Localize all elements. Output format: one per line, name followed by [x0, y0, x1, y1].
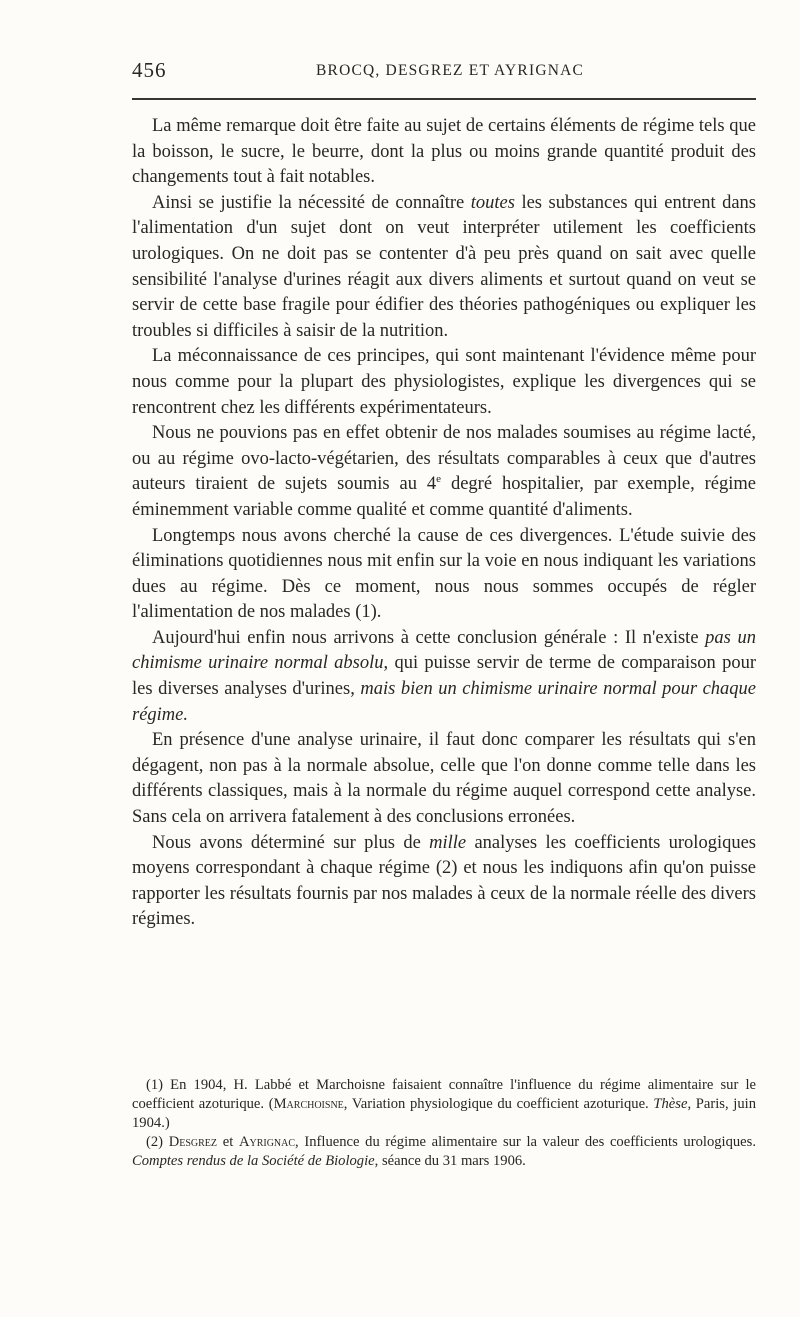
footnotes	[132, 1076, 756, 1171]
paragraph: La même remarque doit être faite au sujet de certains éléments de régime tels que la boisson, le sucre, le beurre, dont la plus ou moins grande quantité produit des changements tout à fait notables.	[132, 116, 756, 188]
main-text	[132, 114, 756, 933]
emphasis: mille	[429, 832, 467, 853]
paragraph: En présence d'une analyse urinaire, il faut donc comparer les résultats qui s'en dégagent, non pas à la normale absolue, celle que l'on donne comme telle dans les différents classiques, mais à la normale du régime auquel correspond cette analyse. Sans cela on arrivera fatalement à des conclusions erronées.	[132, 730, 756, 828]
page-number: 456	[132, 58, 167, 82]
emphasis: toutes	[470, 192, 515, 213]
paragraph: Ainsi se justifie la nécessité de connaître toutes les substances qui entrent dans l'alimentation d'un sujet dont on veut interpréter utilement les coefficients urologiques. On ne doit pas se contenter d'à peu près quand on sait avec quelle sensibilité l'analyse d'urines réagit aux divers aliments et surtout quand on veut se servir de cette base fragile pour édifier des théories pathogéniques ou expliquer les troubles si difficiles à saisir de la nutrition.	[132, 192, 756, 341]
footnote-2: (2) Desgrez et Ayrignac, Influence du régime alimentaire sur la valeur des coefficients urologiques. Comptes rendus de la Société de Biologie, séance du 31 mars 1906.	[132, 1134, 756, 1169]
emphasis: pas un chimisme urinaire normal absolu	[132, 627, 756, 674]
running-header	[132, 58, 756, 92]
paragraph: Longtemps nous avons cherché la cause de ces divergences. L'étude suivie des éliminations quotidiennes nous mit enfin sur la voie en nous indiquant les variations dues au régime. Dès ce moment, nous nous sommes occupés de régler l'alimentation de nos malades (1).	[132, 525, 756, 623]
paragraph: Nous ne pouvions pas en effet obtenir de nos malades soumises au régime lacté, ou au régime ovo-lacto-végétarien, des résultats comparables à ceux que d'autres auteurs tiraient de sujets soumis au 4e degré hospitalier, par exemple, régime éminemment variable comme qualité et comme quantité d'aliments.	[132, 423, 756, 520]
superscript: e	[436, 473, 442, 486]
running-title: BROCQ, DESGREZ ET AYRIGNAC	[316, 62, 585, 79]
paragraph: Aujourd'hui enfin nous arrivons à cette conclusion générale : Il n'existe pas un chimisme urinaire normal absolu, qui puisse servir de terme de comparaison pour les diverses analyses d'urines, mais bien un chimisme urinaire normal pour chaque régime.	[132, 627, 757, 725]
paragraph: Nous avons déterminé sur plus de mille analyses les coefficients urologiques moyens correspondant à chaque régime (2) et nous les indiquons afin qu'on puisse rapporter les résultats fournis par nos malades à ceux de la normale réelle des divers régimes.	[132, 832, 756, 930]
paragraph: La méconnaissance de ces principes, qui sont maintenant l'évidence même pour nous comme pour la plupart des physiologistes, explique les divergences qui se rencontrent chez les différents expérimentateurs.	[132, 346, 756, 418]
header-rule	[132, 98, 756, 100]
footnote-1: (1) En 1904, H. Labbé et Marchoisne faisaient connaître l'influence du régime alimentaire sur le coefficient azoturique. (Marchoisne, Variation physiologique du coefficient azoturique. Thèse, Paris, juin 1904.)	[132, 1077, 756, 1131]
emphasis: mais bien un chimisme urinaire normal pour chaque régime.	[132, 679, 757, 725]
